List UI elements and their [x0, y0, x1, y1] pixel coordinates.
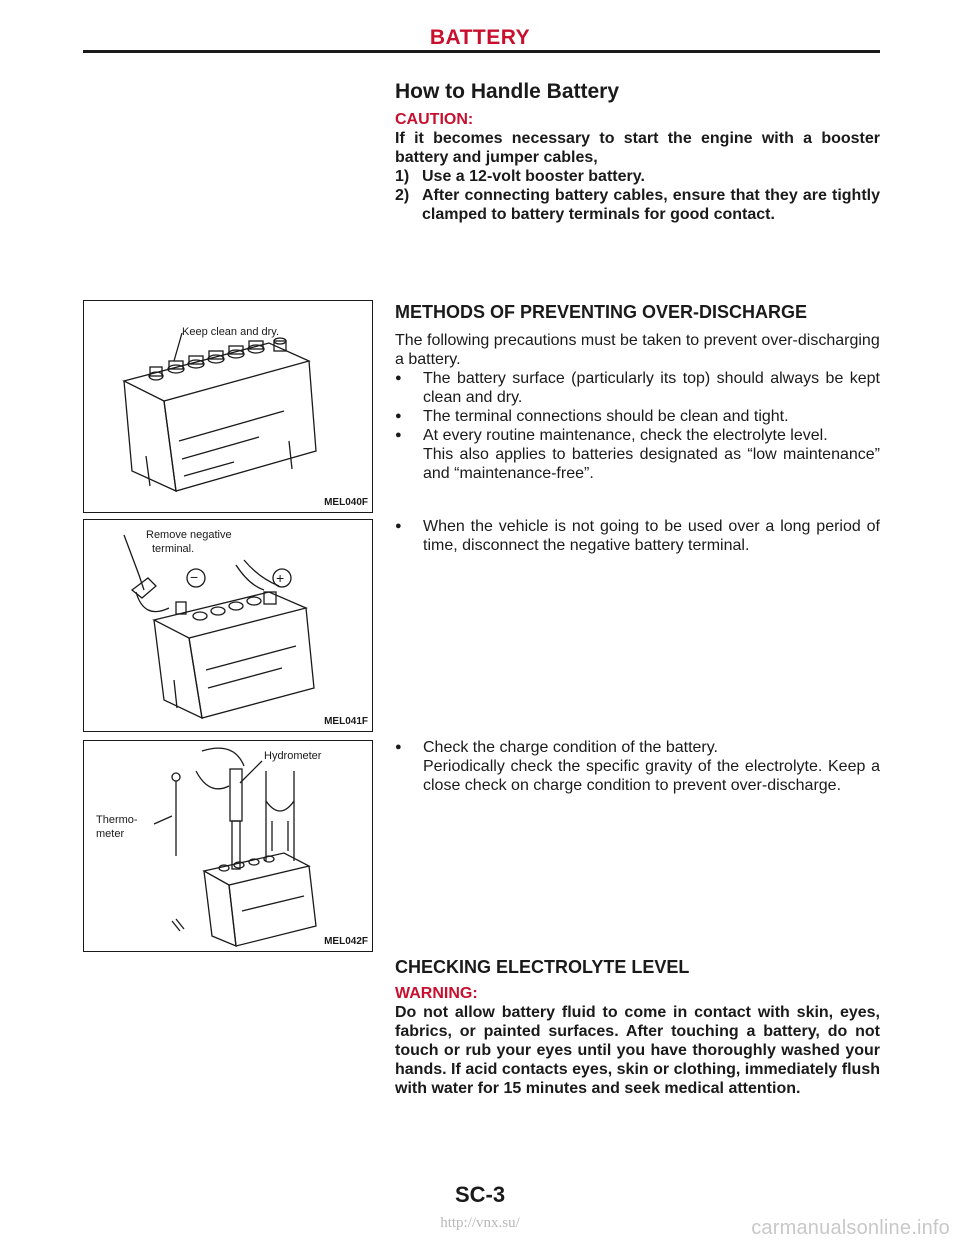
bullet-item [395, 369, 880, 407]
caution-step-1 [395, 167, 880, 186]
figure-callout: Keep clean and dry. [182, 326, 280, 338]
page-number: SC-3 [454, 1182, 506, 1207]
watermark: carmanualsonline.info [751, 1217, 950, 1239]
warning-label: WARNING: [395, 985, 478, 1002]
figure-mel042f [83, 740, 373, 952]
bullet-text: Check the charge condition of the battery. [423, 739, 718, 756]
handle-battery-section [395, 80, 880, 224]
bullet-text: The terminal connections should be clean and tight. [423, 408, 789, 425]
figure-callout: Thermo- [96, 814, 138, 826]
caution-label: CAUTION: [395, 111, 474, 128]
caution-text: If it becomes necessary to start the engine with a booster battery and jumper cables, [395, 130, 880, 166]
figure-callout: Remove negative [146, 529, 232, 541]
charge-section [395, 738, 880, 795]
step-text: Use a 12-volt booster battery. [422, 168, 645, 185]
bullet-icon: ● [395, 410, 402, 422]
bullet-text: The battery surface (particularly its top) should always be kept clean and dry. [423, 370, 880, 406]
bullet-item [395, 426, 880, 483]
overdischarge-intro: The following precautions must be taken to prevent over-discharging a battery. [395, 332, 880, 368]
figure-callout: meter [96, 828, 125, 840]
bullet-item [395, 517, 880, 555]
bullet-icon: ● [395, 429, 402, 441]
bullet-icon: ● [395, 520, 402, 532]
overdischarge-heading: METHODS OF PREVENTING OVER-DISCHARGE [395, 302, 808, 322]
electrolyte-section [395, 957, 880, 1098]
figure-id: MEL040F [324, 497, 368, 508]
step-number: 1) [395, 168, 410, 185]
figure-callout: terminal. [152, 543, 195, 555]
header-rule [83, 50, 880, 53]
warning-text: Do not allow battery fluid to come in contact with skin, eyes, fabrics, or painted surfaces. After touching a battery, do not touch or rub your eyes until you have thoroughly washed your hands. If acid contacts eyes, skin or clothing, immediately flush with water for 15 minutes and seek medical attention. [395, 1004, 880, 1097]
bullet-item [395, 407, 880, 426]
electrolyte-heading: CHECKING ELECTROLYTE LEVEL [395, 957, 690, 977]
bullet-text-group [423, 426, 880, 483]
bullet-extra-text: Periodically check the specific gravity of the electrolyte. Keep a close check on charge condition to prevent over-discharge. [423, 758, 880, 794]
disconnect-section [395, 517, 880, 555]
minus-icon: − [190, 569, 199, 585]
figure-id: MEL042F [324, 936, 368, 947]
bullet-icon: ● [395, 372, 402, 384]
bullet-text-group [423, 738, 880, 795]
section-title: BATTERY [429, 26, 531, 49]
plus-icon: + [276, 570, 285, 586]
step-number: 2) [395, 187, 410, 204]
battery-hydrometer-illustration [84, 741, 372, 951]
caution-step-2 [395, 186, 880, 224]
bullet-text: At every routine maintenance, check the electrolyte level. [423, 427, 828, 444]
battery-clean-illustration [84, 301, 372, 512]
figure-callout: Hydrometer [264, 750, 322, 762]
site-url[interactable]: http://vnx.su/ [440, 1215, 520, 1231]
overdischarge-section [395, 302, 880, 483]
battery-disconnect-illustration [84, 520, 372, 731]
step-text: After connecting battery cables, ensure that they are tightly clamped to battery terminals for good contact. [422, 187, 880, 223]
bullet-item [395, 738, 880, 795]
bullet-icon: ● [395, 741, 402, 753]
figure-mel041f [83, 519, 373, 732]
bullet-extra-text: This also applies to batteries designated as “low maintenance” and “maintenance-free”. [423, 446, 880, 482]
figure-mel040f [83, 300, 373, 513]
figure-id: MEL041F [324, 716, 368, 727]
handle-battery-heading: How to Handle Battery [395, 80, 620, 103]
bullet-text: When the vehicle is not going to be used over a long period of time, disconnect the negative battery terminal. [423, 518, 880, 554]
